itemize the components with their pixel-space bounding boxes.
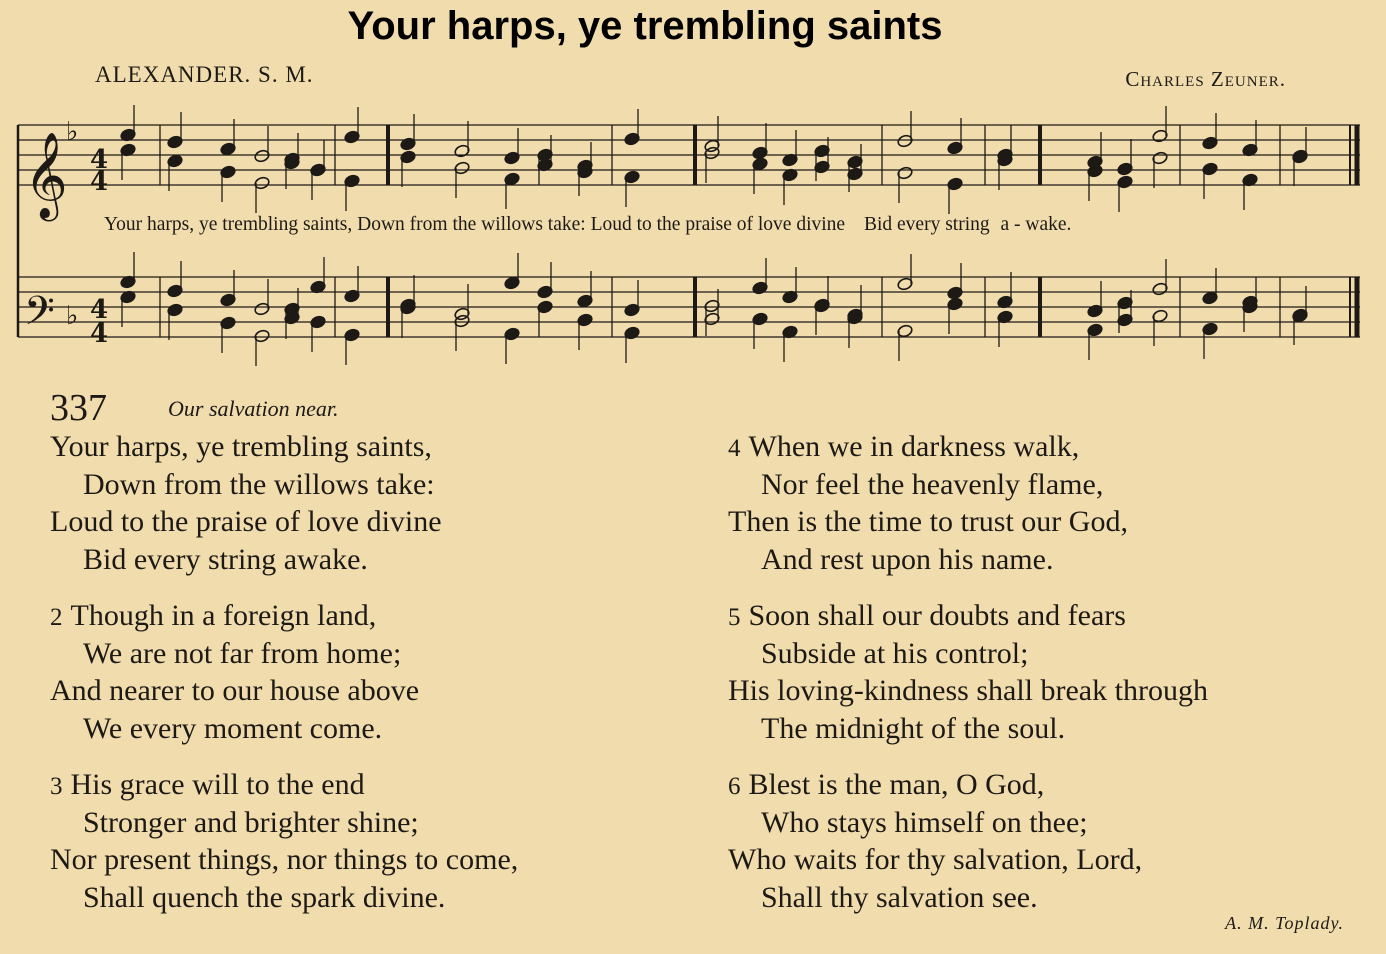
verse-number: 2 — [50, 604, 63, 631]
verse-line: 3 His grace will to the end — [50, 766, 518, 804]
verse-line: We every moment come. — [83, 711, 383, 745]
verse-line: Loud to the praise of love divine — [50, 505, 442, 538]
verse-6 — [728, 766, 1142, 916]
verse-line: Shall quench the spark divine. — [83, 880, 446, 914]
time-signature-bottom-treble: 4 — [90, 167, 109, 197]
underlay-phrase-4: Bid every string — [863, 214, 990, 235]
verse-line: We are not far from home; — [83, 636, 402, 670]
verse-number: 5 — [728, 604, 741, 631]
verse-line: 6 Blest is the man, O God, — [728, 766, 1142, 804]
verse-number: 6 — [728, 773, 741, 800]
verse-3 — [50, 766, 518, 916]
hymn-subtitle: Our salvation near. — [168, 396, 339, 421]
key-signature-treble: ♭ — [66, 117, 79, 147]
time-signature-top-bass: 4 — [90, 295, 109, 325]
author-credit: A. M. Toplady. — [1225, 913, 1344, 933]
verse-line: Nor feel the heavenly flame, — [761, 467, 1104, 501]
verse-4 — [728, 428, 1128, 578]
verse-line: Who waits for thy salvation, Lord, — [728, 843, 1143, 876]
verse-line: Your harps, ye trembling saints, — [50, 430, 432, 463]
verse-line: 4 When we in darkness walk, — [728, 428, 1128, 466]
verse-line: Bid every string awake. — [83, 542, 368, 576]
time-signature-top-treble: 4 — [90, 145, 109, 175]
composer-name: Charles Zeuner. — [1125, 67, 1286, 91]
verse-line: His loving-kindness shall break through — [728, 674, 1208, 707]
verse-line: Then is the time to trust our God, — [728, 505, 1128, 538]
tune-name: ALEXANDER. S. M. — [95, 62, 314, 87]
treble-clef-icon: 𝄞 — [24, 132, 68, 218]
verse-5 — [728, 597, 1208, 747]
underlay-phrase-1: Your harps, ye trembling saints, — [104, 214, 353, 235]
verse-line: Who stays himself on thee; — [761, 805, 1088, 839]
key-signature-bass: ♭ — [66, 301, 79, 331]
underlay-phrase-3: Loud to the praise of love divine — [590, 214, 846, 235]
verse-1 — [50, 428, 442, 578]
verse-line: Stronger and brighter shine; — [83, 805, 419, 839]
verse-line: Nor present things, nor things to come, — [50, 843, 519, 876]
verse-number: 3 — [50, 773, 63, 800]
bass-staff — [18, 277, 1360, 337]
page-title: Your harps, ye trembling saints — [347, 4, 943, 48]
verse-line: And rest upon his name. — [761, 542, 1054, 576]
verse-2 — [50, 597, 419, 747]
bass-clef-icon: 𝄢 — [24, 288, 55, 344]
underlay-phrase-5: a - wake. — [1000, 214, 1072, 235]
verse-line: And nearer to our house above — [50, 674, 420, 707]
verse-number: 4 — [728, 435, 741, 462]
verse-line: Shall thy salvation see. — [761, 880, 1038, 914]
lyric-underlay — [104, 214, 1071, 236]
verse-line: Subside at his control; — [761, 636, 1029, 670]
verse-line: The midnight of the soul. — [761, 711, 1066, 745]
underlay-phrase-2: Down from the willows take: — [357, 214, 586, 235]
hymn-number: 337 — [50, 387, 107, 429]
time-signature-bottom-bass: 4 — [90, 319, 109, 349]
verse-line: Down from the willows take: — [83, 467, 435, 501]
verse-line: 2 Though in a foreign land, — [50, 597, 419, 635]
verse-line: 5 Soon shall our doubts and fears — [728, 597, 1208, 635]
